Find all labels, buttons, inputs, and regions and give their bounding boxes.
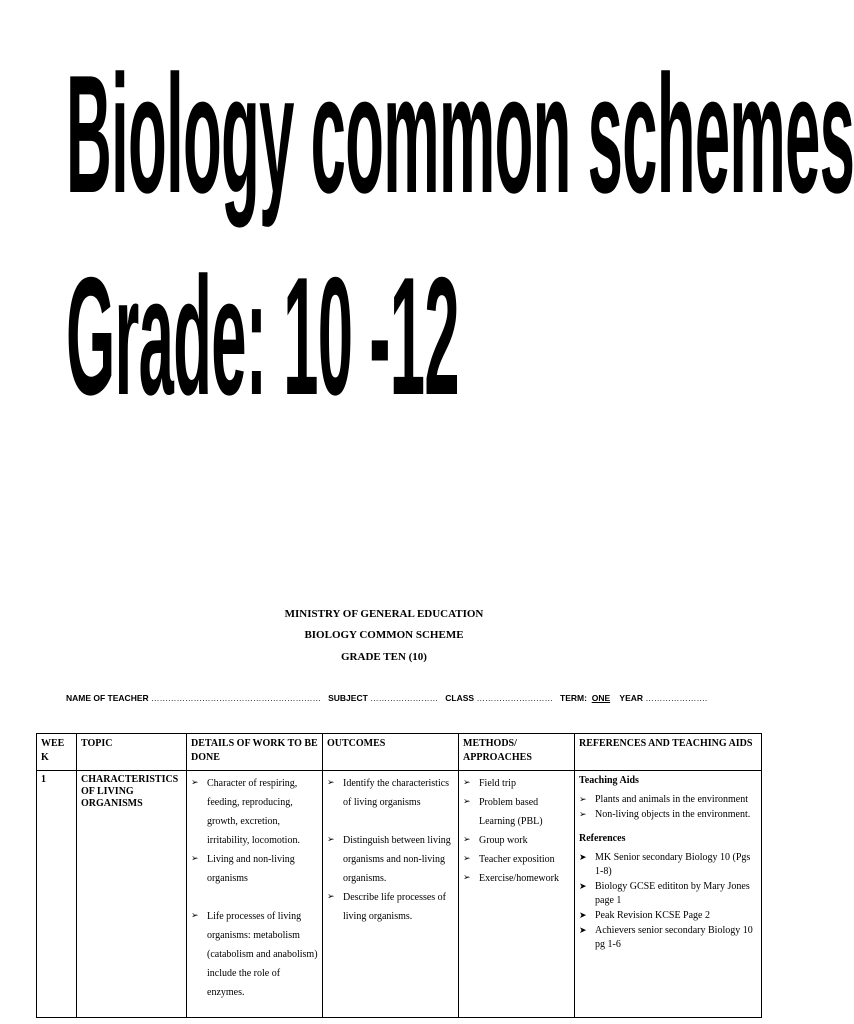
teaching-aids-heading: Teaching Aids [579, 775, 639, 786]
week-cell: 1 [37, 771, 77, 1018]
class-label: CLASS [445, 693, 475, 703]
method-item: ➢ Problem based Learning (PBL) [463, 793, 570, 831]
year-blank: …………………. [645, 693, 708, 703]
method-item: ➢ Group work [463, 831, 570, 850]
topic-cell: CHARACTERISTICS OF LIVING ORGANISMS [77, 771, 187, 1018]
scheme-heading: BIOLOGY COMMON SCHEME [304, 629, 464, 641]
teaching-aid-item: ➢ Plants and animals in the environment [579, 793, 757, 807]
table-row [37, 771, 762, 1018]
term-value: ONE [591, 693, 611, 703]
term-label: TERM: [560, 693, 587, 703]
table-header-row [37, 734, 762, 771]
header-methods: METHODS/ APPROACHES [459, 734, 575, 771]
reference-item: ➤ Peak Revision KCSE Page 2 [579, 909, 757, 923]
ministry-heading: MINISTRY OF GENERAL EDUCATION [284, 608, 484, 620]
details-item: ➢ Life processes of living organisms: metabolism (catabolism and anabolism) include the role of enzymes. [191, 907, 318, 1002]
outcome-item: ➢ Identify the characteristics of living organisms [327, 774, 454, 812]
method-item: ➢ Teacher exposition [463, 850, 570, 869]
teacher-blank: …………………………………………………… [151, 693, 322, 703]
references-cell [575, 771, 762, 1018]
header-outcomes: OUTCOMES [323, 734, 459, 771]
class-blank: ……………………… [476, 693, 553, 703]
cover-title-line-1: Biology common schemes [66, 41, 854, 229]
header-week: WEE K [37, 734, 77, 771]
teaching-aid-item: ➢ Non-living objects in the environment. [579, 808, 757, 822]
method-item: ➢ Field trip [463, 774, 570, 793]
outcome-item: ➢ Describe life processes of living organisms. [327, 888, 454, 926]
reference-item: ➤ Biology GCSE edititon by Mary Jones page 1 [579, 880, 757, 908]
method-item: ➢ Exercise/homework [463, 869, 570, 888]
year-label: YEAR [619, 693, 644, 703]
details-item: ➢ Living and non-living organisms [191, 850, 318, 888]
scheme-table [36, 733, 762, 1018]
references-heading: References [579, 833, 626, 844]
details-item: ➢ Character of respiring, feeding, reproducing, growth, excretion, irritability, locomotion. [191, 774, 318, 850]
teacher-info-line [66, 693, 707, 703]
reference-item: ➤ MK Senior secondary Biology 10 (Pgs 1-8) [579, 851, 757, 879]
header-topic: TOPIC [77, 734, 187, 771]
subject-blank: …………………… [370, 693, 439, 703]
details-cell [187, 771, 323, 1018]
teacher-label: NAME OF TEACHER [66, 693, 149, 703]
subject-label: SUBJECT [328, 693, 368, 703]
cover-title-line-2: Grade: 10 -12 [66, 243, 459, 431]
outcomes-cell [323, 771, 459, 1018]
header-details: DETAILS OF WORK TO BE DONE [187, 734, 323, 771]
methods-cell [459, 771, 575, 1018]
reference-item: ➤ Achievers senior secondary Biology 10 pg 1-6 [579, 924, 757, 952]
grade-heading: GRADE TEN (10) [341, 651, 427, 663]
header-references: REFERENCES AND TEACHING AIDS [575, 734, 762, 771]
outcome-item: ➢ Distinguish between living organisms and non-living organisms. [327, 831, 454, 888]
